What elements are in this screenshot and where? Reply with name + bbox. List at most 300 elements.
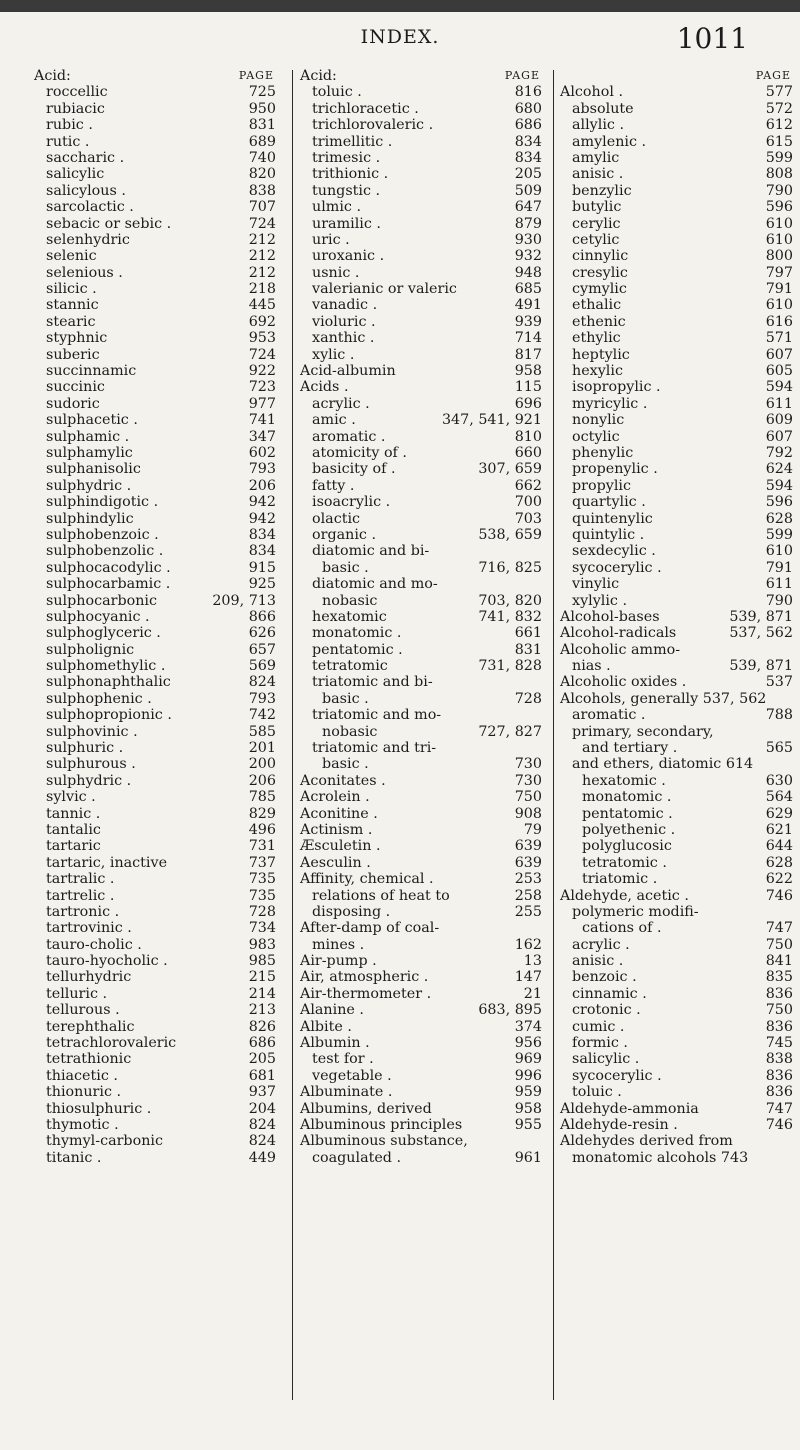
index-entry (560, 330, 795, 346)
entry-term: propenylic . (572, 461, 658, 478)
entry-list (560, 84, 795, 1166)
entry-page-ref: 629 (765, 805, 793, 822)
index-entry (300, 199, 550, 215)
index-entry (560, 576, 795, 592)
index-entry (300, 789, 550, 805)
index-entry (560, 511, 795, 527)
index-entry (560, 789, 795, 805)
entry-term: absolute (572, 100, 634, 117)
entry-page-ref: 942 (248, 494, 276, 511)
entry-page-ref: 937 (248, 1084, 276, 1101)
entry-page-ref: 788 (765, 707, 793, 724)
entry-term: sulphanisolic (46, 461, 141, 478)
index-entry (34, 347, 284, 363)
entry-page-ref: 817 (514, 346, 542, 363)
entry-term: cerylic (572, 215, 621, 232)
entry-page-ref: 700 (514, 494, 542, 511)
entry-term: tauro-hyocholic . (46, 953, 168, 970)
index-entry (34, 379, 284, 395)
index-entry (34, 822, 284, 838)
entry-term: sulphocarbamic . (46, 576, 171, 593)
entry-term: tungstic . (312, 182, 381, 199)
entry-page-ref: 209, 713 (212, 592, 276, 609)
entry-term: trimellitic . (312, 133, 393, 150)
entry-term: suberic (46, 346, 100, 363)
entry-term: triatomic and bi- (312, 674, 433, 691)
entry-term: sulphovinic . (46, 723, 138, 740)
index-entry (300, 150, 550, 166)
entry-page-ref: 985 (248, 953, 276, 970)
index-entry (560, 117, 795, 133)
entry-term: Acid-albumin (300, 363, 396, 380)
entry-page-ref: 959 (514, 1084, 542, 1101)
entry-term: mines . (312, 936, 365, 953)
entry-page-ref: 930 (514, 231, 542, 248)
index-entry (34, 511, 284, 527)
index-entry (560, 183, 795, 199)
index-entry (560, 150, 795, 166)
entry-term: basic . (322, 756, 369, 773)
index-entry (560, 1117, 795, 1133)
index-entry (34, 1019, 284, 1035)
entry-page-ref: 716, 825 (478, 559, 542, 576)
index-entry (560, 216, 795, 232)
entry-page-ref: 374 (514, 1018, 542, 1035)
column-heading-text: Acid: (34, 68, 71, 84)
entry-term: basicity of . (312, 461, 396, 478)
entry-term: fatty . (312, 477, 355, 494)
index-entry (300, 560, 550, 576)
index-entry (300, 855, 550, 871)
column-heading-text: Acid: (300, 68, 337, 84)
entry-term: rubic . (46, 117, 93, 134)
entry-page-ref: 205 (514, 166, 542, 183)
index-entry (34, 707, 284, 723)
index-entry (560, 724, 795, 740)
entry-page-ref: 624 (765, 461, 793, 478)
entry-page-ref: 147 (514, 969, 542, 986)
entry-term: basic . (322, 559, 369, 576)
entry-term: Alcohols, generally 537, 562 (560, 690, 767, 707)
index-entry (34, 150, 284, 166)
index-entry (34, 445, 284, 461)
entry-term: sulphydric . (46, 477, 132, 494)
index-entry (300, 593, 550, 609)
index-entry (300, 642, 550, 658)
entry-term: tetratomic . (582, 854, 667, 871)
index-entry (560, 756, 795, 772)
index-entry (34, 576, 284, 592)
entry-term: cetylic (572, 231, 620, 248)
index-entry (300, 888, 550, 904)
column-divider (292, 70, 293, 1400)
entry-page-ref: 696 (514, 395, 542, 412)
entry-page-ref: 660 (514, 444, 542, 461)
entry-page-ref: 610 (765, 543, 793, 560)
entry-term: sylvic . (46, 789, 96, 806)
index-entry (34, 740, 284, 756)
entry-page-ref: 731, 828 (478, 658, 542, 675)
entry-page-ref: 204 (248, 1100, 276, 1117)
index-entry (560, 1068, 795, 1084)
index-entry (34, 183, 284, 199)
entry-page-ref: 816 (514, 84, 542, 101)
entry-page-ref: 21 (523, 985, 542, 1002)
entry-term: sarcolactic . (46, 199, 134, 216)
entry-term: sulphobenzolic . (46, 543, 164, 560)
entry-page-ref: 639 (514, 838, 542, 855)
index-entry (34, 232, 284, 248)
page-number: 1011 (676, 22, 748, 55)
entry-term: pentatomic . (312, 641, 403, 658)
index-entry (300, 347, 550, 363)
entry-term: octylic (572, 428, 620, 445)
index-entry (560, 822, 795, 838)
entry-page-ref: 836 (765, 1084, 793, 1101)
index-entry (34, 904, 284, 920)
entry-term: butylic (572, 199, 622, 216)
index-entry (300, 691, 550, 707)
index-entry (560, 953, 795, 969)
entry-page-ref: 680 (514, 100, 542, 117)
index-entry (34, 1002, 284, 1018)
index-entry (300, 511, 550, 527)
entry-term: salicylic . (572, 1051, 640, 1068)
entry-term: vanadic . (312, 297, 378, 314)
entry-page-ref: 255 (514, 903, 542, 920)
index-entry (34, 527, 284, 543)
index-entry (34, 84, 284, 100)
entry-page-ref: 703, 820 (478, 592, 542, 609)
index-entry (560, 265, 795, 281)
index-entry (560, 642, 795, 658)
index-entry (300, 101, 550, 117)
entry-term: nias . (572, 658, 611, 675)
entry-term: benzoic . (572, 969, 637, 986)
entry-term: thiacetic . (46, 1067, 118, 1084)
index-entry (560, 199, 795, 215)
entry-page-ref: 734 (248, 920, 276, 937)
entry-term: ethalic (572, 297, 622, 314)
entry-term: tartralic . (46, 871, 115, 888)
entry-page-ref: 727, 827 (478, 723, 542, 740)
index-entry (300, 1068, 550, 1084)
entry-term: trithionic . (312, 166, 389, 183)
index-entry (560, 740, 795, 756)
entry-page-ref: 258 (514, 887, 542, 904)
index-entry (34, 560, 284, 576)
entry-page-ref: 692 (248, 313, 276, 330)
entry-term: silicic . (46, 281, 97, 298)
entry-term: tartrelic . (46, 887, 115, 904)
entry-term: sulphamylic (46, 444, 133, 461)
entry-term: sulphurous . (46, 756, 136, 773)
index-entry (34, 314, 284, 330)
entry-term: tartaric, inactive (46, 854, 168, 871)
entry-term: Albumins, derived (300, 1100, 432, 1117)
entry-term: Air-pump . (300, 953, 377, 970)
entry-page-ref: 835 (765, 969, 793, 986)
entry-page-ref: 750 (765, 1002, 793, 1019)
entry-page-ref: 824 (248, 674, 276, 691)
index-entry (560, 297, 795, 313)
entry-term: tetrachlorovaleric (46, 1035, 177, 1052)
entry-page-ref: 731 (248, 838, 276, 855)
index-entry (34, 920, 284, 936)
entry-page-ref: 616 (765, 313, 793, 330)
entry-page-ref: 610 (765, 231, 793, 248)
index-entry (300, 232, 550, 248)
index-entry (300, 117, 550, 133)
entry-term: basic . (322, 690, 369, 707)
entry-term: tauro-cholic . (46, 936, 142, 953)
entry-page-ref: 496 (248, 821, 276, 838)
entry-page-ref: 834 (248, 543, 276, 560)
entry-page-ref: 961 (514, 1149, 542, 1166)
entry-term: Aconitates . (300, 772, 386, 789)
index-entry (560, 166, 795, 182)
entry-page-ref: 800 (765, 248, 793, 265)
entry-term: Alanine . (300, 1002, 364, 1019)
entry-term: triatomic and mo- (312, 707, 442, 724)
index-entry (560, 232, 795, 248)
entry-page-ref: 683, 895 (478, 1002, 542, 1019)
entry-term: Alcoholic ammo- (560, 641, 681, 658)
entry-term: ulmic . (312, 199, 362, 216)
index-entry (34, 543, 284, 559)
entry-page-ref: 826 (248, 1018, 276, 1035)
index-entry (300, 265, 550, 281)
entry-term: Acrolein . (300, 789, 370, 806)
entry-term: Air, atmospheric . (300, 969, 429, 986)
entry-term: valerianic or valeric (312, 281, 457, 298)
entry-term: disposing . (312, 903, 391, 920)
entry-page-ref: 793 (248, 461, 276, 478)
entry-term: isopropylic . (572, 379, 661, 396)
entry-page-ref: 932 (514, 248, 542, 265)
index-entry (34, 248, 284, 264)
entry-page-ref: 599 (765, 149, 793, 166)
entry-page-ref: 723 (248, 379, 276, 396)
entry-term: usnic . (312, 264, 360, 281)
column-heading (560, 68, 795, 84)
entry-page-ref: 836 (765, 1018, 793, 1035)
index-column-2 (300, 68, 550, 1166)
entry-term: xanthic . (312, 330, 375, 347)
entry-page-ref: 577 (765, 84, 793, 101)
index-entry (560, 937, 795, 953)
entry-term: sycocerylic . (572, 1067, 662, 1084)
entry-term: myricylic . (572, 395, 648, 412)
entry-page-ref: 13 (523, 953, 542, 970)
entry-term: Aldehyde-resin . (560, 1117, 678, 1133)
entry-page-ref: 922 (248, 363, 276, 380)
index-entry (300, 724, 550, 740)
entry-term: Albuminous principles (300, 1117, 463, 1133)
entry-page-ref: 626 (248, 625, 276, 642)
entry-term: relations of heat to (312, 887, 450, 904)
index-entry (300, 806, 550, 822)
entry-page-ref: 610 (765, 297, 793, 314)
entry-term: uric . (312, 231, 350, 248)
index-entry (560, 674, 795, 690)
entry-term: thiosulphuric . (46, 1100, 152, 1117)
index-entry (560, 248, 795, 264)
entry-term: Aldehyde-ammonia (560, 1100, 699, 1117)
entry-page-ref: 615 (765, 133, 793, 150)
entry-term: selenious . (46, 264, 123, 281)
index-entry (300, 527, 550, 543)
entry-term: quintylic . (572, 526, 645, 543)
entry-page-ref: 686 (248, 1035, 276, 1052)
index-entry (34, 216, 284, 232)
index-entry (34, 953, 284, 969)
entry-term: olactic (312, 510, 361, 527)
index-entry (34, 674, 284, 690)
entry-term: violuric . (312, 313, 376, 330)
entry-term: cinnamic . (572, 985, 647, 1002)
entry-term: polymeric modifi- (572, 903, 699, 920)
entry-page-ref: 728 (514, 690, 542, 707)
entry-page-ref: 793 (248, 690, 276, 707)
index-entry (560, 986, 795, 1002)
entry-term: saccharic . (46, 149, 125, 166)
entry-term: xylic . (312, 346, 355, 363)
index-entry (300, 330, 550, 346)
index-entry (560, 855, 795, 871)
entry-page-ref: 689 (248, 133, 276, 150)
entry-page-ref: 735 (248, 887, 276, 904)
index-entry (300, 134, 550, 150)
entry-page-ref: 607 (765, 346, 793, 363)
entry-term: and ethers, diatomic 614 (572, 756, 754, 773)
entry-page-ref: 491 (514, 297, 542, 314)
index-entry (34, 1117, 284, 1133)
entry-term: terephthalic (46, 1018, 135, 1035)
entry-page-ref: 607 (765, 428, 793, 445)
entry-term: Affinity, chemical . (300, 871, 434, 888)
index-entry (34, 101, 284, 117)
entry-page-ref: 212 (248, 231, 276, 248)
index-entry (300, 871, 550, 887)
entry-page-ref: 565 (765, 740, 793, 757)
entry-term: thionuric . (46, 1084, 122, 1101)
entry-term: sulphoglyceric . (46, 625, 161, 642)
entry-page-ref: 661 (514, 625, 542, 642)
entry-page-ref: 539, 871 (729, 608, 793, 625)
entry-page-ref: 215 (248, 969, 276, 986)
index-entry (300, 1133, 550, 1149)
entry-page-ref: 206 (248, 477, 276, 494)
entry-page-ref: 611 (765, 576, 793, 593)
index-entry (560, 494, 795, 510)
entry-term: selenic (46, 248, 97, 265)
index-entry (560, 888, 795, 904)
entry-term: sycocerylic . (572, 559, 662, 576)
entry-page-ref: 836 (765, 1067, 793, 1084)
index-entry (560, 429, 795, 445)
entry-page-ref: 206 (248, 772, 276, 789)
entry-term: selenhydric (46, 231, 130, 248)
entry-term: sulphuric . (46, 740, 124, 757)
entry-page-ref: 213 (248, 1002, 276, 1019)
entry-page-ref: 162 (514, 936, 542, 953)
index-entry (560, 1150, 795, 1166)
entry-term: Æsculetin . (300, 838, 381, 855)
entry-page-ref: 621 (765, 821, 793, 838)
entry-page-ref: 253 (514, 871, 542, 888)
index-entry (300, 166, 550, 182)
entry-term: anisic . (572, 953, 624, 970)
entry-page-ref: 205 (248, 1051, 276, 1068)
entry-page-ref: 594 (765, 379, 793, 396)
entry-term: heptylic (572, 346, 630, 363)
index-entry (300, 969, 550, 985)
entry-term: toluic . (572, 1084, 622, 1101)
entry-page-ref: 808 (765, 166, 793, 183)
entry-page-ref: 741, 832 (478, 608, 542, 625)
entry-term: After-damp of coal- (300, 920, 440, 937)
index-entry (34, 281, 284, 297)
entry-term: tetratomic (312, 658, 388, 675)
page-title: INDEX. (360, 26, 440, 48)
index-entry (560, 969, 795, 985)
entry-page-ref: 571 (765, 330, 793, 347)
entry-term: salicylic (46, 166, 105, 183)
entry-page-ref: 797 (765, 264, 793, 281)
index-entry (34, 199, 284, 215)
index-entry (560, 396, 795, 412)
index-entry (560, 904, 795, 920)
entry-page-ref: 609 (765, 412, 793, 429)
entry-page-ref: 569 (248, 658, 276, 675)
index-entry (560, 773, 795, 789)
index-entry (34, 1101, 284, 1117)
entry-term: titanic . (46, 1149, 102, 1166)
index-entry (34, 691, 284, 707)
entry-page-ref: 681 (248, 1067, 276, 1084)
index-entry (34, 838, 284, 854)
entry-page-ref: 714 (514, 330, 542, 347)
entry-term: Aesculin . (300, 854, 371, 871)
index-entry (560, 527, 795, 543)
index-entry (300, 838, 550, 854)
entry-page-ref: 639 (514, 854, 542, 871)
entry-page-ref: 740 (248, 149, 276, 166)
entry-page-ref: 948 (514, 264, 542, 281)
entry-page-ref: 750 (514, 789, 542, 806)
index-entry (34, 658, 284, 674)
index-entry (300, 1051, 550, 1067)
page-header (0, 22, 800, 62)
index-entry (300, 773, 550, 789)
page-column-label: PAGE (238, 69, 274, 82)
entry-term: uroxanic . (312, 248, 385, 265)
index-entry (34, 363, 284, 379)
entry-term: uramilic . (312, 215, 381, 232)
index-entry (300, 248, 550, 264)
entry-page-ref: 983 (248, 936, 276, 953)
index-entry (300, 297, 550, 313)
entry-page-ref: 538, 659 (478, 526, 542, 543)
index-entry (34, 134, 284, 150)
entry-page-ref: 735 (248, 871, 276, 888)
index-entry (300, 281, 550, 297)
entry-page-ref: 218 (248, 281, 276, 298)
index-entry (300, 216, 550, 232)
entry-page-ref: 201 (248, 740, 276, 757)
entry-term: sulphonaphthalic (46, 674, 171, 691)
